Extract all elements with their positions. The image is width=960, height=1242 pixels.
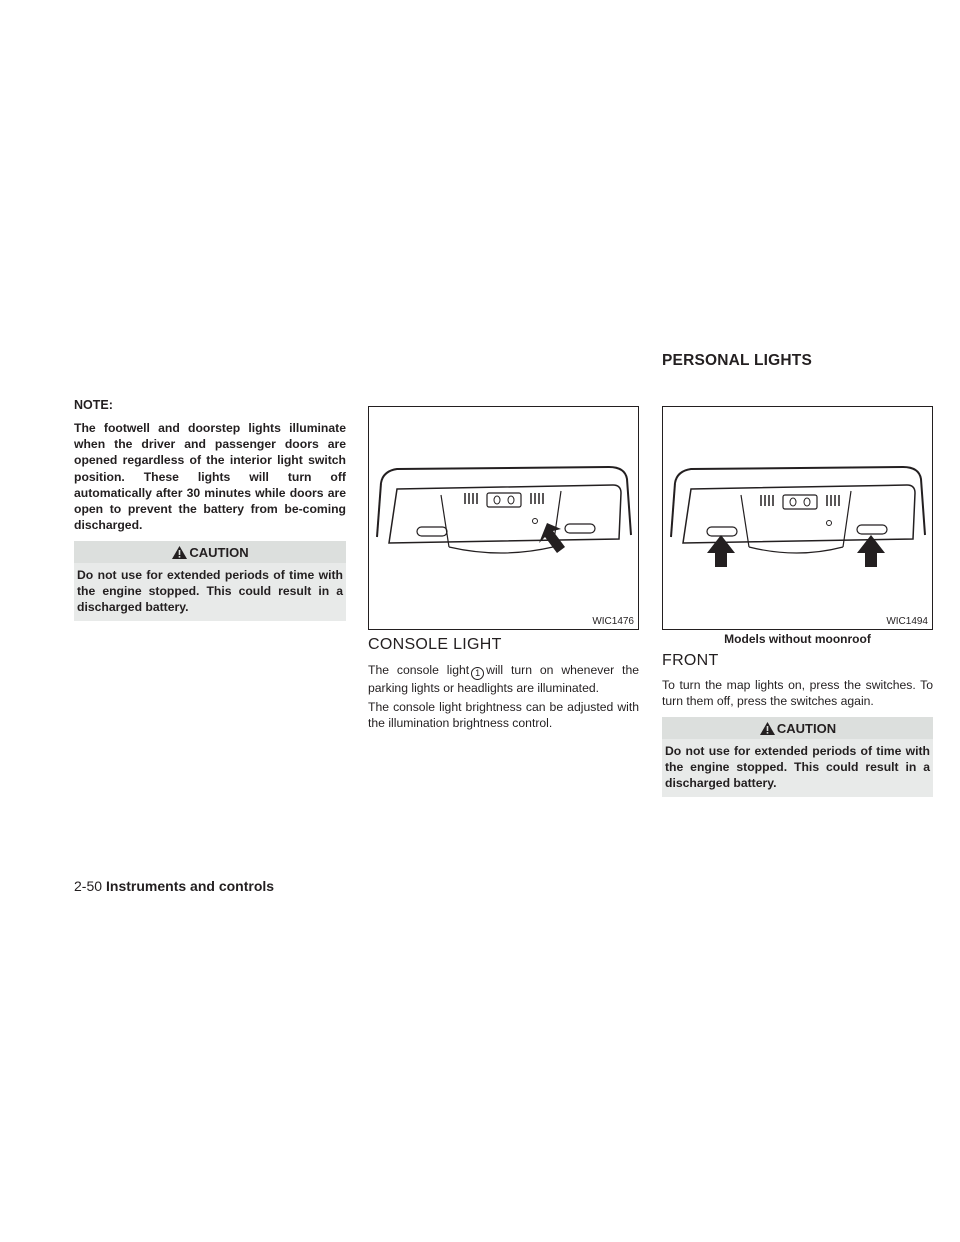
- slot-group-right: [531, 493, 543, 504]
- console-light-paragraph-1: [368, 662, 639, 696]
- warning-icon: [759, 721, 776, 736]
- console-light-heading: CONSOLE LIGHT: [368, 636, 502, 653]
- caution-body-right: Do not use for extended periods of time with the engine stopped. This could result in a discharged battery.: [662, 739, 933, 797]
- chapter-title: Instruments and controls: [106, 878, 275, 894]
- caution-header-right: [662, 717, 933, 739]
- figure-code-front: WIC1494: [886, 616, 928, 627]
- figure-caption-front: Models without moonroof: [724, 632, 871, 646]
- warning-icon: [171, 545, 188, 560]
- front-light-illustration: [663, 407, 932, 629]
- console-text-after: will turn on whenever the parking lights or headlights are illuminated.: [368, 663, 639, 695]
- console-light-paragraph-2: The console light brightness can be adjusted with the illumination brightness control.: [368, 700, 639, 731]
- callout-1-icon: 1: [471, 667, 484, 680]
- page-number: 2-50: [74, 878, 103, 894]
- caution-box-left: [74, 541, 346, 621]
- caution-title-right: CAUTION: [776, 720, 837, 736]
- slot-group-left: [465, 493, 477, 504]
- caution-title-left: CAUTION: [189, 544, 249, 560]
- note-block: [74, 398, 346, 533]
- arrow-front-left: [707, 535, 735, 567]
- caution-body-left: Do not use for extended periods of time with the engine stopped. This could result in a discharged battery.: [74, 563, 346, 621]
- front-heading: FRONT: [662, 652, 719, 669]
- console-light-illustration: [369, 407, 638, 629]
- figure-code-console: WIC1476: [592, 616, 634, 627]
- caution-header-left: [74, 541, 346, 563]
- note-body: The footwell and doorstep lights illuminate when the driver and passenger doors are opened regardless of the interior light switch position. These lights will turn off automatically after 30 minutes while doors are open to prevent the battery from be-coming discharged.: [74, 421, 346, 533]
- console-light-figure: [368, 406, 639, 630]
- front-paragraph: To turn the map lights on, press the switches. To turn them off, press the switches again.: [662, 678, 933, 709]
- page-footer: [74, 878, 274, 894]
- section-heading: PERSONAL LIGHTS: [662, 352, 812, 369]
- note-title: NOTE:: [74, 398, 113, 412]
- front-light-figure: [662, 406, 933, 630]
- console-text-before: The console light: [368, 663, 470, 677]
- caution-box-right: [662, 717, 933, 797]
